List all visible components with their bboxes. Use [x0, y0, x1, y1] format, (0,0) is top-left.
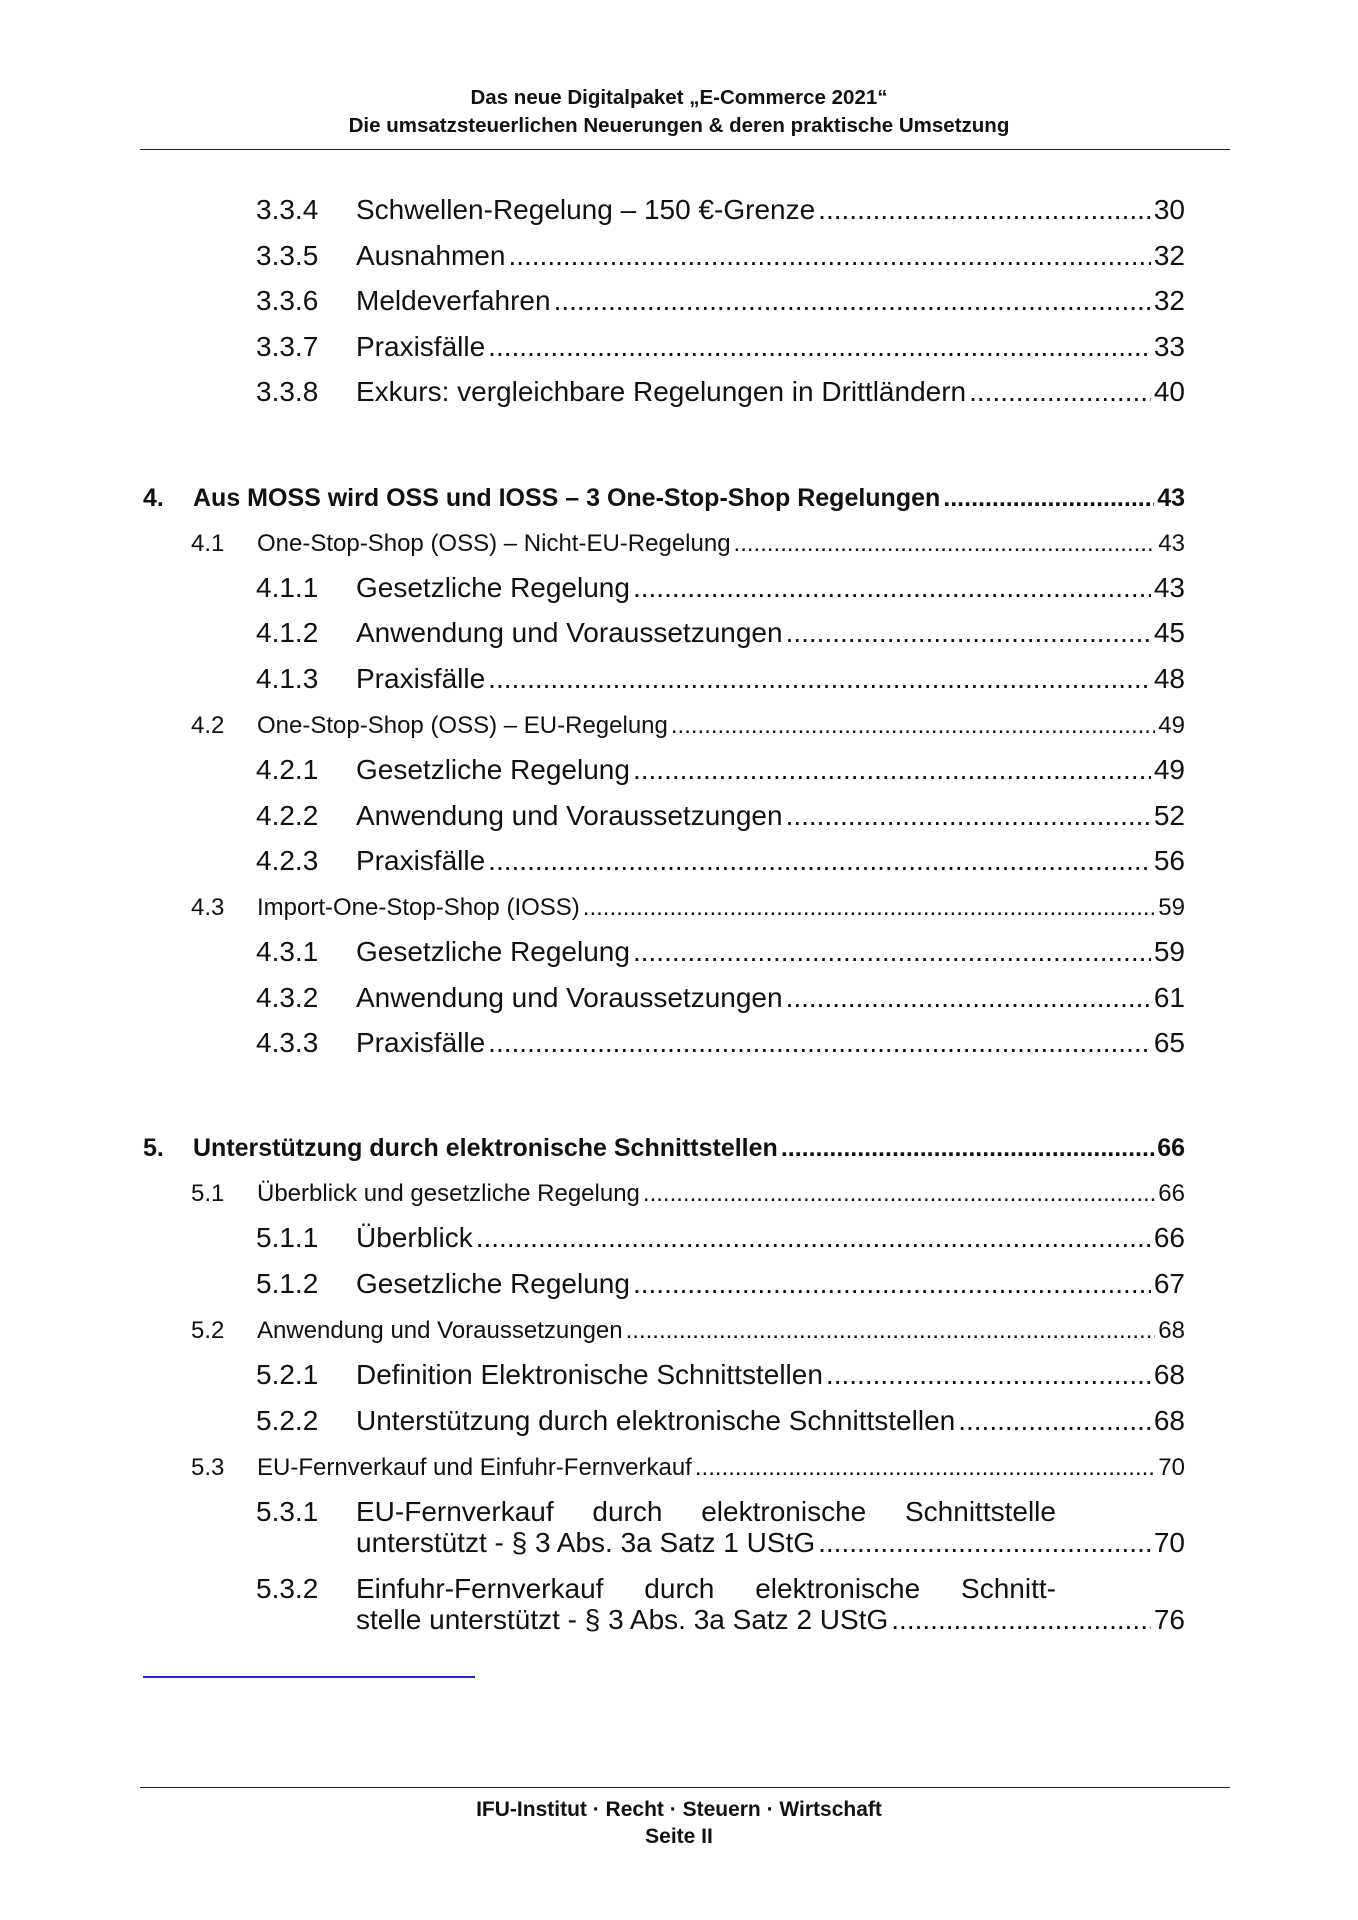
- toc-number: 4.2: [191, 712, 225, 739]
- toc-title: Schwellen-Regelung – 150 €-Grenze: [356, 194, 816, 225]
- footer-divider: [140, 1787, 1230, 1788]
- toc-leader: [734, 530, 1156, 558]
- toc-entry-4-3[interactable]: [191, 894, 1185, 922]
- toc-chapter-5[interactable]: [143, 1134, 1185, 1163]
- toc-title: Praxisfälle: [356, 1027, 486, 1058]
- toc-leader: [891, 1604, 1151, 1636]
- toc-entry-4-1-2[interactable]: [256, 617, 1185, 649]
- toc-number: 3.3.5: [256, 240, 319, 271]
- toc-page: 70: [1158, 1454, 1185, 1481]
- toc-page: 56: [1153, 845, 1185, 876]
- toc-title: Definition Elektronische Schnittstellen: [356, 1359, 823, 1390]
- toc-number: 5.3: [191, 1454, 225, 1481]
- toc-title: One-Stop-Shop (OSS) – Nicht-EU-Regelung: [257, 530, 731, 557]
- toc-number: 5.3.2: [256, 1573, 319, 1604]
- footnote-separator: [143, 1676, 475, 1678]
- toc-leader: [633, 1268, 1151, 1300]
- page-header: [0, 84, 1358, 140]
- toc-title: EU-Fernverkauf und Einfuhr-Fernverkauf: [257, 1454, 692, 1481]
- toc-word: elektronische: [701, 1496, 867, 1527]
- toc-title: Anwendung und Voraussetzungen: [356, 982, 783, 1013]
- toc-title: Meldeverfahren: [356, 285, 551, 316]
- toc-leader: [818, 194, 1151, 226]
- toc-page: 68: [1153, 1405, 1185, 1436]
- toc-page: 43: [1153, 572, 1185, 603]
- toc-entry-4-3-2[interactable]: [256, 982, 1185, 1014]
- footer-institute: IFU-Institut · Recht · Steuern · Wirtschaft: [476, 1798, 882, 1821]
- toc-number: 5.3.1: [256, 1496, 319, 1527]
- toc-title: unterstützt - § 3 Abs. 3a Satz 1 UStG: [356, 1527, 816, 1558]
- toc-entry-5-3[interactable]: [191, 1454, 1185, 1482]
- toc-number: 3.3.4: [256, 194, 319, 225]
- toc-title: Anwendung und Voraussetzungen: [356, 800, 783, 831]
- toc-entry-5-2-2[interactable]: [256, 1405, 1185, 1437]
- toc-title: One-Stop-Shop (OSS) – EU-Regelung: [257, 712, 668, 739]
- toc-page: 76: [1153, 1604, 1185, 1635]
- toc-title: Anwendung und Voraussetzungen: [356, 617, 783, 648]
- toc-chapter-4[interactable]: [143, 484, 1185, 513]
- toc-number: 5.2.1: [256, 1359, 319, 1390]
- toc-title: Praxisfälle: [356, 331, 486, 362]
- toc-page: 52: [1153, 800, 1185, 831]
- toc-page: 59: [1158, 894, 1185, 921]
- toc-entry-4-1-3[interactable]: [256, 663, 1185, 695]
- header-subtitle: Die umsatzsteuerlichen Neuerungen & deren praktische Umsetzung: [348, 114, 1010, 137]
- header-divider: [140, 149, 1230, 150]
- toc-number: 4.: [143, 484, 164, 512]
- toc-word: Schnitt-: [961, 1573, 1056, 1604]
- toc-page: 61: [1153, 982, 1185, 1013]
- toc-number: 5.2.2: [256, 1405, 319, 1436]
- toc-leader: [695, 1454, 1155, 1482]
- toc-title-line1: [356, 1573, 1056, 1605]
- toc-entry-3-3-4[interactable]: [256, 194, 1185, 226]
- toc-number: 3.3.7: [256, 331, 319, 362]
- toc-page: 33: [1153, 331, 1185, 362]
- toc-leader: [626, 1317, 1156, 1345]
- toc-entry-4-1-1[interactable]: [256, 572, 1185, 604]
- toc-entry-5-1[interactable]: [191, 1180, 1185, 1208]
- toc-page: 30: [1153, 194, 1185, 225]
- toc-entry-4-2-3[interactable]: [256, 845, 1185, 877]
- toc-number: 5.: [143, 1134, 164, 1162]
- toc-title: Gesetzliche Regelung: [356, 754, 630, 785]
- toc-title: Gesetzliche Regelung: [356, 1268, 630, 1299]
- toc-word: durch: [644, 1573, 715, 1604]
- toc-leader: [633, 754, 1151, 786]
- toc-page: 43: [1158, 530, 1185, 557]
- toc-page: 49: [1153, 754, 1185, 785]
- toc-entry-4-1[interactable]: [191, 530, 1185, 558]
- toc-entry-5-1-1[interactable]: [256, 1222, 1185, 1254]
- toc-title-line2: [356, 1604, 1185, 1636]
- toc-leader: [943, 484, 1154, 513]
- toc-number: 3.3.6: [256, 285, 319, 316]
- toc-number: 4.1.3: [256, 663, 319, 694]
- toc-entry-4-3-3[interactable]: [256, 1027, 1185, 1059]
- toc-leader: [818, 1527, 1151, 1559]
- toc-title: Import-One-Stop-Shop (IOSS): [257, 894, 580, 921]
- toc-leader: [508, 240, 1150, 272]
- toc-word: EU-Fernverkauf: [356, 1496, 554, 1527]
- header-title: Das neue Digitalpaket „E-Commerce 2021“: [470, 86, 888, 109]
- toc-number: 4.3.2: [256, 982, 319, 1013]
- toc-page: 59: [1153, 936, 1185, 967]
- toc-number: 5.1: [191, 1180, 225, 1207]
- toc-entry-4-2-2[interactable]: [256, 800, 1185, 832]
- toc-page: 32: [1153, 285, 1185, 316]
- toc-entry-3-3-5[interactable]: [256, 240, 1185, 272]
- toc-page: 68: [1158, 1317, 1185, 1344]
- toc-title: Aus MOSS wird OSS und IOSS – 3 One-Stop-Shop Regelungen: [193, 484, 941, 512]
- toc-number: 5.1.2: [256, 1268, 319, 1299]
- toc-page: 43: [1157, 484, 1185, 512]
- toc-leader: [671, 712, 1155, 740]
- toc-word: durch: [592, 1496, 663, 1527]
- toc-entry-3-3-6[interactable]: [256, 285, 1185, 317]
- page-number: Seite II: [645, 1825, 713, 1848]
- toc-title-line1: [356, 1496, 1056, 1528]
- toc-page: 67: [1153, 1268, 1185, 1299]
- toc-word: elektronische: [755, 1573, 921, 1604]
- toc-page: 48: [1153, 663, 1185, 694]
- toc-title: stelle unterstützt - § 3 Abs. 3a Satz 2 UStG: [356, 1604, 889, 1635]
- toc-entry-3-3-8[interactable]: [256, 376, 1185, 408]
- toc-number: 4.1.1: [256, 572, 319, 603]
- toc-leader: [633, 572, 1151, 604]
- toc-entry-5-2[interactable]: [191, 1317, 1185, 1345]
- toc-page: 68: [1153, 1359, 1185, 1390]
- toc-leader: [488, 1027, 1151, 1059]
- toc-number: 4.1: [191, 530, 225, 557]
- toc-number-wrap: [256, 1573, 356, 1605]
- toc-number: 4.2.2: [256, 800, 319, 831]
- toc-page: 40: [1153, 376, 1185, 407]
- toc-title: Überblick und gesetzliche Regelung: [257, 1180, 640, 1207]
- toc-page: 65: [1153, 1027, 1185, 1058]
- toc-word: Schnittstelle: [905, 1496, 1056, 1527]
- toc-entry-3-3-7[interactable]: [256, 331, 1185, 363]
- toc-title: Überblick: [356, 1222, 473, 1253]
- toc-leader: [786, 617, 1151, 649]
- toc-title: Gesetzliche Regelung: [356, 572, 630, 603]
- toc-leader: [476, 1222, 1151, 1254]
- toc-leader: [786, 982, 1151, 1014]
- toc-number: 5.1.1: [256, 1222, 319, 1253]
- toc-leader: [488, 845, 1151, 877]
- toc-number-wrap: [256, 1496, 356, 1528]
- toc-page: 49: [1158, 712, 1185, 739]
- toc-title: Anwendung und Voraussetzungen: [257, 1317, 623, 1344]
- toc-title-line2: [356, 1527, 1185, 1559]
- toc-title: Unterstützung durch elektronische Schnittstellen: [356, 1405, 956, 1436]
- toc-title: Unterstützung durch elektronische Schnittstellen: [193, 1134, 778, 1162]
- toc-leader: [583, 894, 1156, 922]
- toc-leader: [958, 1405, 1151, 1437]
- toc-number: 4.2.3: [256, 845, 319, 876]
- toc-entry-4-3-1[interactable]: [256, 936, 1185, 968]
- toc-entry-5-2-1[interactable]: [256, 1359, 1185, 1391]
- toc-leader: [554, 285, 1151, 317]
- toc-number: 4.3.3: [256, 1027, 319, 1058]
- toc-number: 3.3.8: [256, 376, 319, 407]
- toc-page: 66: [1153, 1222, 1185, 1253]
- toc-page: 66: [1157, 1134, 1185, 1162]
- toc-title: Praxisfälle: [356, 845, 486, 876]
- toc-leader: [633, 936, 1151, 968]
- toc-leader: [969, 376, 1151, 408]
- toc-entry-5-1-2[interactable]: [256, 1268, 1185, 1300]
- toc-title: Exkurs: vergleichbare Regelungen in Drittländern: [356, 376, 967, 407]
- page-footer: [0, 1796, 1358, 1850]
- toc-leader: [488, 331, 1151, 363]
- toc-number: 4.2.1: [256, 754, 319, 785]
- toc-number: 4.3.1: [256, 936, 319, 967]
- toc-entry-4-2[interactable]: [191, 712, 1185, 740]
- toc-leader: [643, 1180, 1155, 1208]
- toc-leader: [781, 1134, 1154, 1163]
- toc-number: 4.1.2: [256, 617, 319, 648]
- toc-entry-4-2-1[interactable]: [256, 754, 1185, 786]
- toc-leader: [488, 663, 1151, 695]
- toc-leader: [826, 1359, 1151, 1391]
- toc-page: 32: [1153, 240, 1185, 271]
- toc-word: Einfuhr-Fernverkauf: [356, 1573, 604, 1604]
- toc-title: Ausnahmen: [356, 240, 506, 271]
- toc-title: Gesetzliche Regelung: [356, 936, 630, 967]
- toc-page: 70: [1153, 1527, 1185, 1558]
- toc-leader: [786, 800, 1151, 832]
- toc-number: 4.3: [191, 894, 225, 921]
- toc-title: Praxisfälle: [356, 663, 486, 694]
- toc-page: 45: [1153, 617, 1185, 648]
- toc-page: 66: [1158, 1180, 1185, 1207]
- toc-number: 5.2: [191, 1317, 225, 1344]
